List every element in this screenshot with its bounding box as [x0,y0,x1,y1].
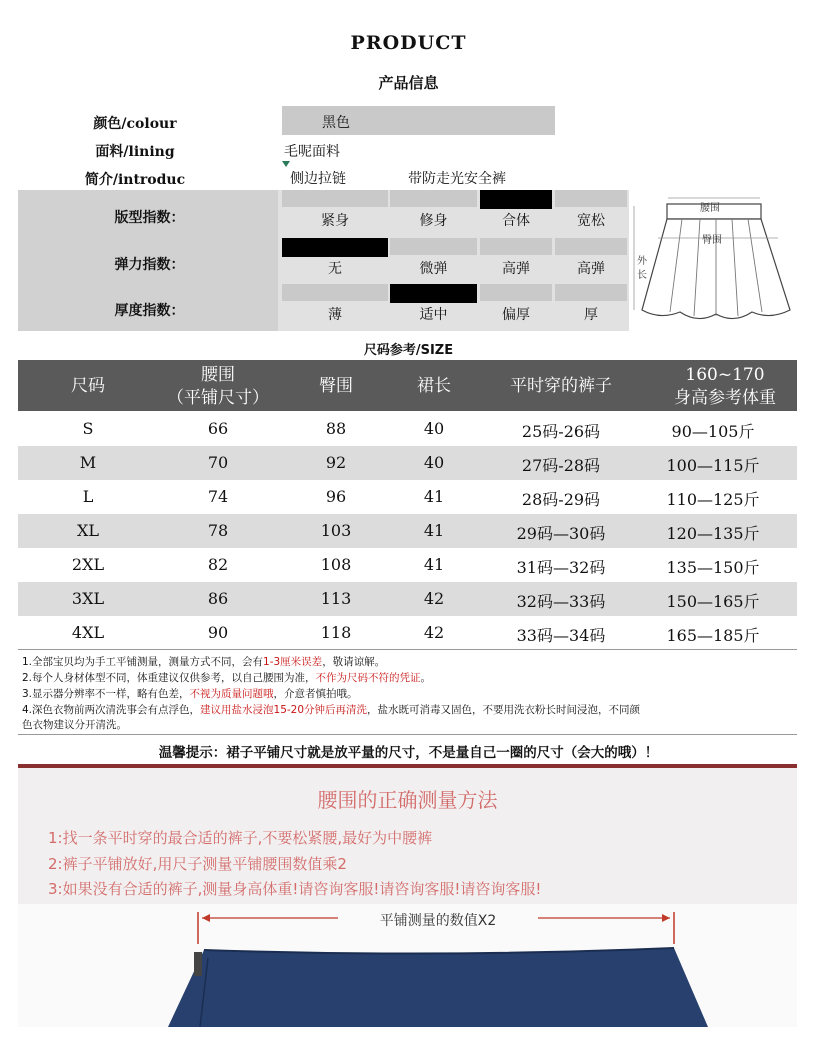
table-cell: 88 [325,419,347,438]
warm-tip: 温馨提示：裙子平铺尺寸就是放平量的尺寸，不是量自己一圈的尺寸（会大的哦）！ [158,745,659,761]
stretch-index-bar-0 [282,238,388,257]
thickness-index-option-1: 适中 [419,307,448,323]
table-cell: 4XL [71,623,105,642]
header-waist: 腰围 [201,365,235,385]
header-height: 160~170 [685,365,765,385]
stretch-index-option-2: 高弹 [502,261,530,277]
stretch-index-label: 弹力指数： [114,257,185,273]
stretch-index-option-1: 微弹 [419,261,448,277]
table-cell: 29码—30码 [516,524,606,543]
table-cell: XL [76,521,99,540]
header-pants: 平时穿的裤子 [510,376,612,396]
table-cell: 31码—32码 [516,558,606,577]
method-title: 腰围的正确测量方法 [317,788,498,812]
fit-index-bar-2 [480,190,552,209]
table-cell: 27码-28码 [521,456,601,475]
method-step-3: 3:如果没有合适的裤子,测量身高体重!请咨询客服!请咨询客服!请咨询客服! [48,880,542,898]
table-cell: 90—105斤 [671,422,755,441]
note-2: 2.每个人身材体型不同，体重建议仅供参考，以自己腰围为准，不作为尺码不符的凭证。 [22,672,432,684]
table-cell: 103 [320,521,352,540]
table-row [18,514,797,548]
stretch-index-bar-2 [480,238,552,255]
method-step-1: 1:找一条平时穿的最合适的裤子,不要松紧腰,最好为中腰裤 [48,829,433,847]
table-cell: 118 [320,623,352,642]
thickness-index-bar-2 [480,284,552,301]
corner-mark [282,161,290,167]
table-cell: 33码—34码 [516,626,606,645]
intro-value-zipper: 侧边拉链 [290,171,346,187]
stretch-index-bar-3 [555,238,627,255]
diagram-length-label-2: 长 [637,270,647,281]
thickness-index-option-0: 薄 [328,307,342,323]
table-cell: 96 [325,487,347,506]
table-cell: 135—150斤 [666,558,760,577]
fabric-label: 面料/lining [95,144,175,160]
table-cell: 70 [207,453,229,472]
method-step-2: 2:裤子平铺放好,用尺子测量平铺腰围数值乘2 [48,855,347,873]
table-cell: 108 [320,555,352,574]
table-cell: 113 [320,589,352,608]
diagram-waist-label: 腰围 [700,203,720,214]
table-row [18,548,797,582]
measurement-photo [18,764,797,1027]
stretch-index-option-0: 无 [328,261,342,277]
fabric-value: 毛呢面料 [284,144,340,160]
fit-index-label: 版型指数： [114,210,185,226]
section-subtitle: 产品信息 [378,74,439,92]
header-weight: 身高参考体重 [674,388,776,408]
table-cell: S [82,419,94,438]
table-cell: 90 [207,623,229,642]
header-size: 尺码 [71,376,105,396]
table-cell: 78 [207,521,229,540]
table-row [18,616,797,650]
table-cell: L [82,487,94,506]
table-cell: 86 [207,589,229,608]
table-cell: 92 [325,453,347,472]
intro-label: 简介/introduc [84,172,186,188]
table-cell: 32码—33码 [516,592,606,611]
table-cell: 41 [423,555,445,574]
fit-index-bar-0 [282,190,388,207]
table-row [18,480,797,514]
table-row [18,582,797,616]
header-waist-note: （平铺尺寸） [167,388,269,408]
fit-index-option-2: 合体 [502,213,530,229]
table-cell: 41 [423,521,445,540]
table-row [18,446,797,480]
table-cell: 41 [423,487,445,506]
intro-value-shorts: 带防走光安全裤 [408,171,506,187]
thickness-index-bar-3 [555,284,627,301]
thickness-index-option-3: 厚 [584,307,598,323]
note-4: 4.深色衣物前两次清洗事会有点浮色，建议用盐水浸泡15-20分钟后再清洗，盐水既可消毒又固色，不要用洗衣粉长时间浸泡，不同颜 [22,704,641,716]
fit-index-bar-3 [555,190,627,207]
diagram-hip-label: 臀围 [702,235,722,246]
fit-index-bar-1 [390,190,477,207]
measure-label: 平铺测量的数值X2 [379,913,497,929]
color-value: 黑色 [322,115,350,131]
fit-index-option-1: 修身 [419,213,448,229]
fit-index-option-3: 宽松 [577,213,605,229]
page-title: PRODUCT [350,32,467,54]
color-label: 颜色/colour [93,116,177,132]
table-cell: M [79,453,97,472]
size-table-caption: 尺码参考/SIZE [363,343,454,358]
table-cell: 74 [207,487,229,506]
table-cell: 66 [207,419,229,438]
table-cell: 2XL [71,555,105,574]
table-cell: 42 [423,623,445,642]
table-cell: 110—125斤 [666,490,760,509]
table-cell: 165—185斤 [666,626,760,645]
table-cell: 40 [423,453,445,472]
header-length: 裙长 [417,376,451,396]
table-cell: 82 [207,555,229,574]
note-1: 1.全部宝贝均为手工平铺测量，测量方式不同，会有1-3厘米误差，敬请谅解。 [22,656,386,668]
thickness-index-label: 厚度指数： [114,303,185,319]
fit-index-option-0: 紧身 [321,213,349,229]
photo-top-band [18,764,797,768]
stretch-index-option-3: 高弹 [577,261,605,277]
table-cell: 150—165斤 [666,592,760,611]
table-cell: 100—115斤 [666,456,760,475]
note-3: 3.显示器分辨率不一样，略有色差，不视为质量问题哦，介意者慎拍哦。 [22,688,358,700]
note-4-cont: 色衣物建议分开清洗。 [22,719,127,731]
table-cell: 120—135斤 [666,524,760,543]
table-cell: 42 [423,589,445,608]
table-cell: 28码-29码 [521,490,601,509]
notes-divider-top [18,649,797,650]
header-hip: 臀围 [319,376,353,396]
table-cell: 3XL [71,589,105,608]
table-cell: 40 [423,419,445,438]
thickness-index-bar-0 [282,284,388,301]
notes-divider-bottom [18,734,797,735]
skirt-diagram-icon [630,192,800,342]
table-cell: 25码-26码 [521,422,601,441]
diagram-length-label-1: 外 [637,256,647,267]
size-table-header [18,360,797,411]
thickness-index-option-2: 偏厚 [502,307,530,323]
stretch-index-bar-1 [390,238,477,255]
table-row [18,412,797,446]
thickness-index-bar-1 [390,284,477,303]
